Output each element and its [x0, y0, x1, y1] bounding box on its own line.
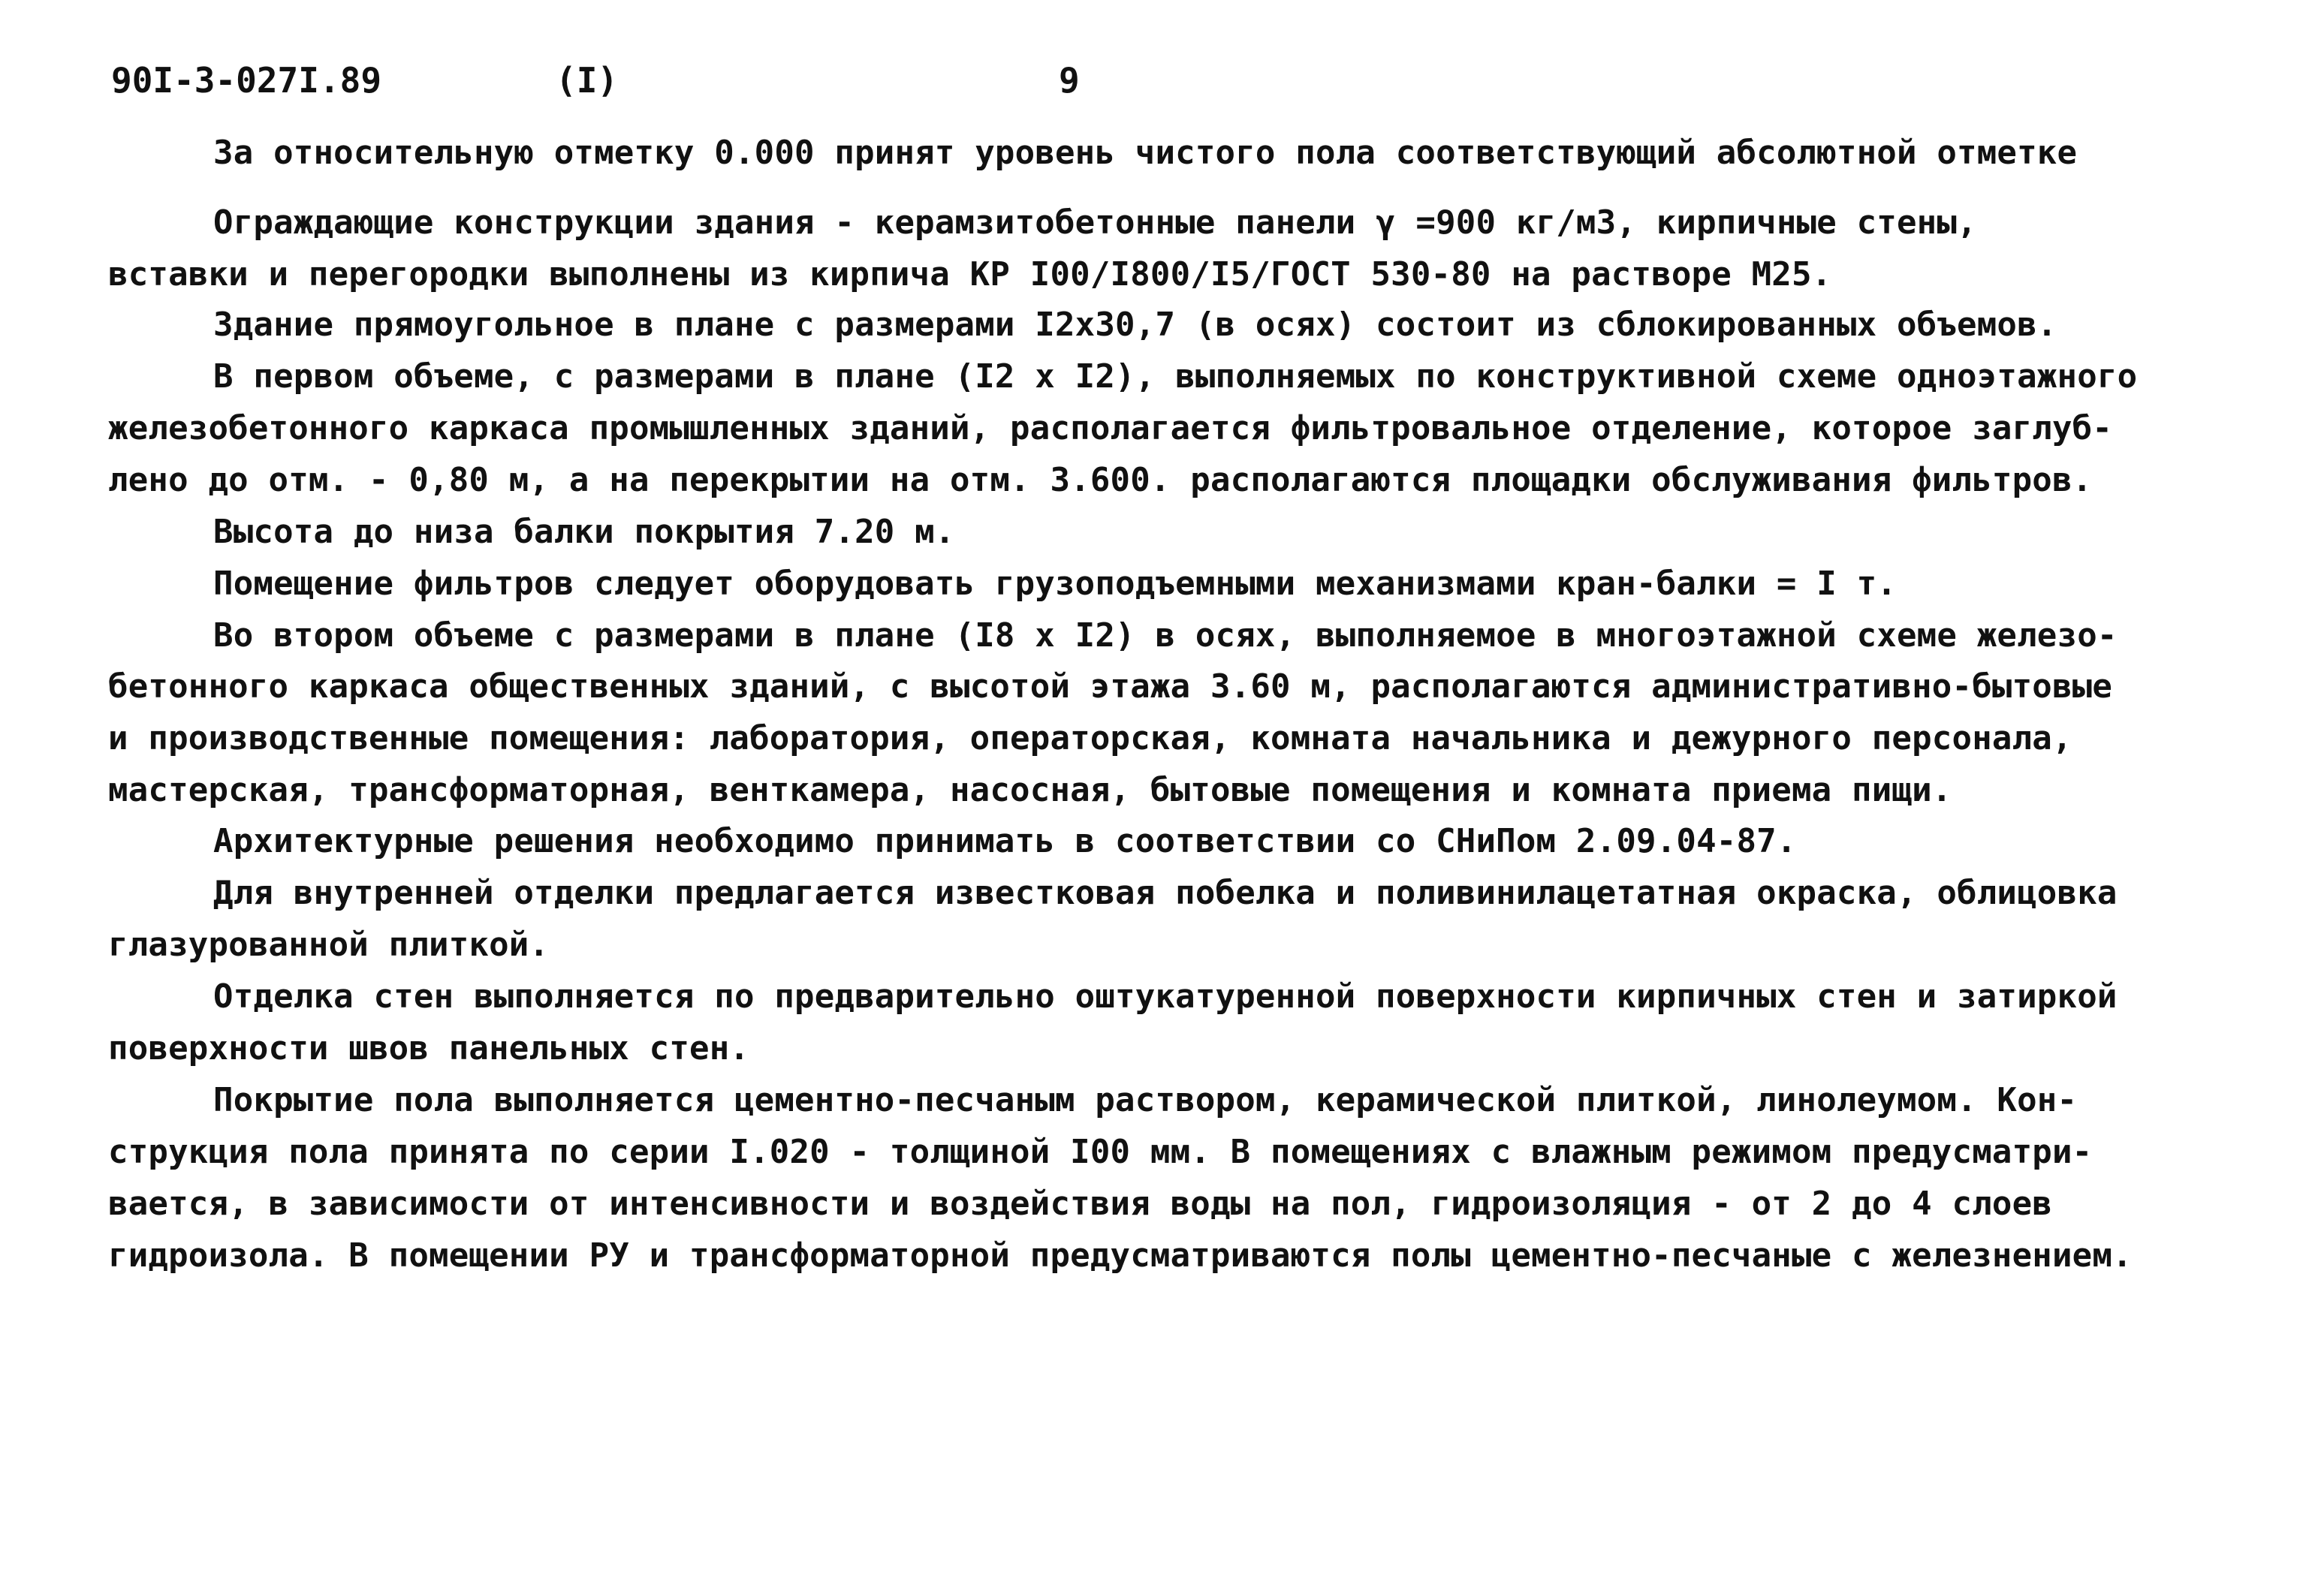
text-line: струкция пола принята по серии I.020 - толщиной I00 мм. В помещениях с влажным режимом предусматри-: [108, 1133, 2093, 1171]
text-line: Во втором объеме с размерами в плане (I8 х I2) в осях, выполняемое в многоэтажной схеме железо-: [213, 616, 2118, 655]
text-line: Для внутренней отделки предлагается известковая побелка и поливинилацетатная окраска, облицовка: [213, 874, 2118, 912]
text-line: Высота до низа балки покрытия 7.20 м.: [213, 513, 955, 551]
text-line: поверхности швов панельных стен.: [108, 1029, 750, 1068]
text-line: железобетонного каркаса промышленных зданий, располагается фильтровальное отделение, которое заглуб-: [108, 409, 2113, 447]
page-header: [111, 60, 1162, 105]
page-number: 9: [1059, 60, 1080, 101]
text-line: мастерская, трансформаторная, венткамера, насосная, бытовые помещения и комната приема пищи.: [108, 771, 1952, 809]
text-line: В первом объеме, с размерами в плане (I2 х I2), выполняемых по конструктивной схеме одноэтажного: [213, 357, 2138, 396]
text-line: Ограждающие конструкции здания - керамзитобетонные панели γ =900 кг/м3, кирпичные стены,: [213, 203, 1977, 242]
text-line: Архитектурные решения необходимо принимать в соответствии со СНиПом 2.09.04-87.: [213, 822, 1797, 860]
text-line: вается, в зависимости от интенсивности и воздействия воды на пол, гидроизоляция - от 2 до 4 слоев: [108, 1185, 2052, 1223]
text-line: Отделка стен выполняется по предварительно оштукатуренной поверхности кирпичных стен и затиркой: [213, 977, 2118, 1016]
text-line: Помещение фильтров следует оборудовать грузоподъемными механизмами кран-балки = I т.: [213, 565, 1897, 603]
text-line: лено до отм. - 0,80 м, а на перекрытии на отм. 3.600. располагаются площадки обслуживания фильтров.: [108, 461, 2093, 499]
text-line: вставки и перегородки выполнены из кирпича КР I00/I800/I5/ГОСТ 530-80 на растворе М25.: [108, 255, 1832, 294]
text-line: глазурованной плиткой.: [108, 926, 550, 964]
text-line: Здание прямоугольное в плане с размерами I2х30,7 (в осях) состоит из сблокированных объемов.: [213, 306, 2057, 344]
text-line: и производственные помещения: лаборатория, операторская, комната начальника и дежурного персонала,: [108, 719, 2072, 757]
text-line: За относительную отметку 0.000 принят уровень чистого пола соответствующий абсолютной отметке: [213, 134, 2078, 172]
document-code: 90I-3-027I.89: [111, 60, 382, 101]
text-line: Покрытие пола выполняется цементно-песчаным раствором, керамической плиткой, линолеумом. Кон-: [213, 1081, 2078, 1119]
text-line: бетонного каркаса общественных зданий, с высотой этажа 3.60 м, располагаются административно-бытовые: [108, 667, 2113, 706]
document-part: (I): [556, 60, 619, 101]
text-line: гидроизола. В помещении РУ и трансформаторной предусматриваются полы цементно-песчаные с железнением.: [108, 1236, 2133, 1275]
